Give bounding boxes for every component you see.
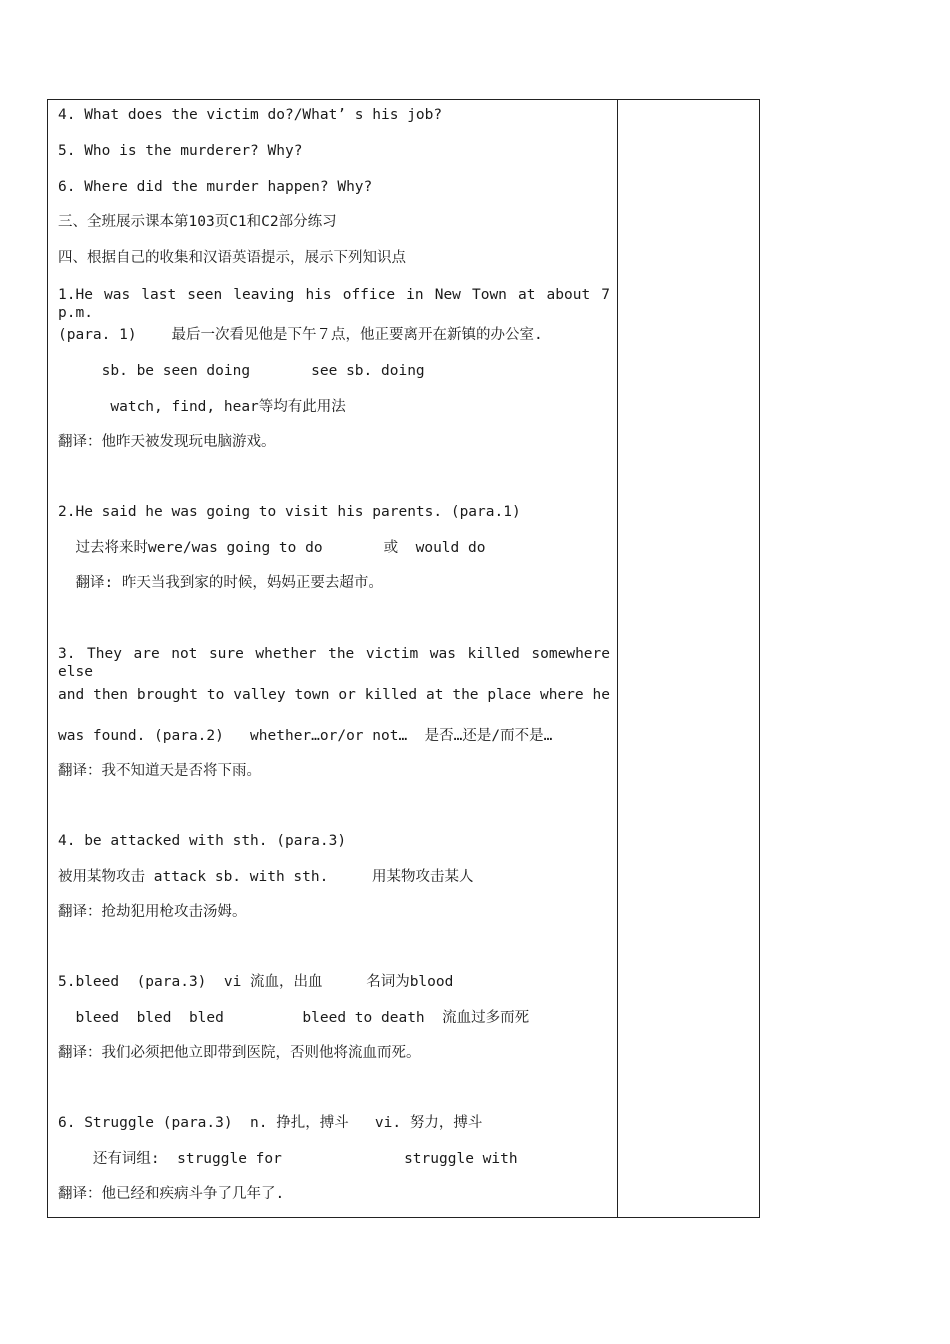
point-3-sentence-line-3: was found. (para.2) whether…or/or not… 是否…还是/而不是… <box>58 728 553 744</box>
point-6-exercise: 翻译：他已经和疾病斗争了几年了. <box>58 1186 285 1202</box>
point-6-phrases: 还有词组: struggle for struggle with <box>58 1151 518 1167</box>
point-6-word: 6. Struggle (para.3) n. 挣扎，搏斗 vi. 努力，搏斗 <box>58 1115 483 1131</box>
question-6: 6. Where did the murder happen? Why? <box>58 179 373 195</box>
point-1-translation: (para. 1) 最后一次看见他是下午７点，他正要离开在新镇的办公室. <box>58 327 543 343</box>
point-3-sentence-line-2: and then brought to valley town or killed at the place where he <box>58 687 610 703</box>
point-1-usage: watch, find, hear等均有此用法 <box>58 399 346 415</box>
point-5-exercise: 翻译：我们必须把他立即带到医院，否则他将流血而死。 <box>58 1045 421 1061</box>
point-4-phrase: 4. be attacked with sth. (para.3) <box>58 833 347 849</box>
point-4-explanation: 被用某物攻击 attack sb. with sth. 用某物攻击某人 <box>58 869 474 885</box>
point-2-grammar: 过去将来时were/was going to do 或 would do <box>58 540 486 556</box>
section-3-heading: 三、全班展示课本第103页C1和C2部分练习 <box>58 214 337 230</box>
section-4-heading: 四、根据自己的收集和汉语英语提示，展示下列知识点 <box>58 250 406 266</box>
column-divider <box>617 100 618 1217</box>
point-1-exercise: 翻译：他昨天被发现玩电脑游戏。 <box>58 434 276 450</box>
point-4-exercise: 翻译：抢劫犯用枪攻击汤姆。 <box>58 904 247 920</box>
point-1-sentence: 1.He was last seen leaving his office in New Town at about 7 p.m. <box>58 287 610 321</box>
point-3-sentence-line-1: 3. They are not sure whether the victim was killed somewhere else <box>58 646 610 680</box>
point-1-pattern: sb. be seen doing see sb. doing <box>58 363 425 379</box>
point-3-exercise: 翻译：我不知道天是否将下雨。 <box>58 763 261 779</box>
question-4: 4. What does the victim do?/What’ s his job? <box>58 107 443 123</box>
point-5-word: 5.bleed (para.3) vi 流血，出血 名词为blood <box>58 974 454 990</box>
lesson-table <box>47 99 760 1218</box>
question-5: 5. Who is the murderer? Why? <box>58 143 303 159</box>
point-2-sentence: 2.He said he was going to visit his parents. (para.1) <box>58 504 521 520</box>
point-2-exercise: 翻译: 昨天当我到家的时候，妈妈正要去超市。 <box>58 575 383 591</box>
point-5-forms: bleed bled bled bleed to death 流血过多而死 <box>58 1010 530 1026</box>
